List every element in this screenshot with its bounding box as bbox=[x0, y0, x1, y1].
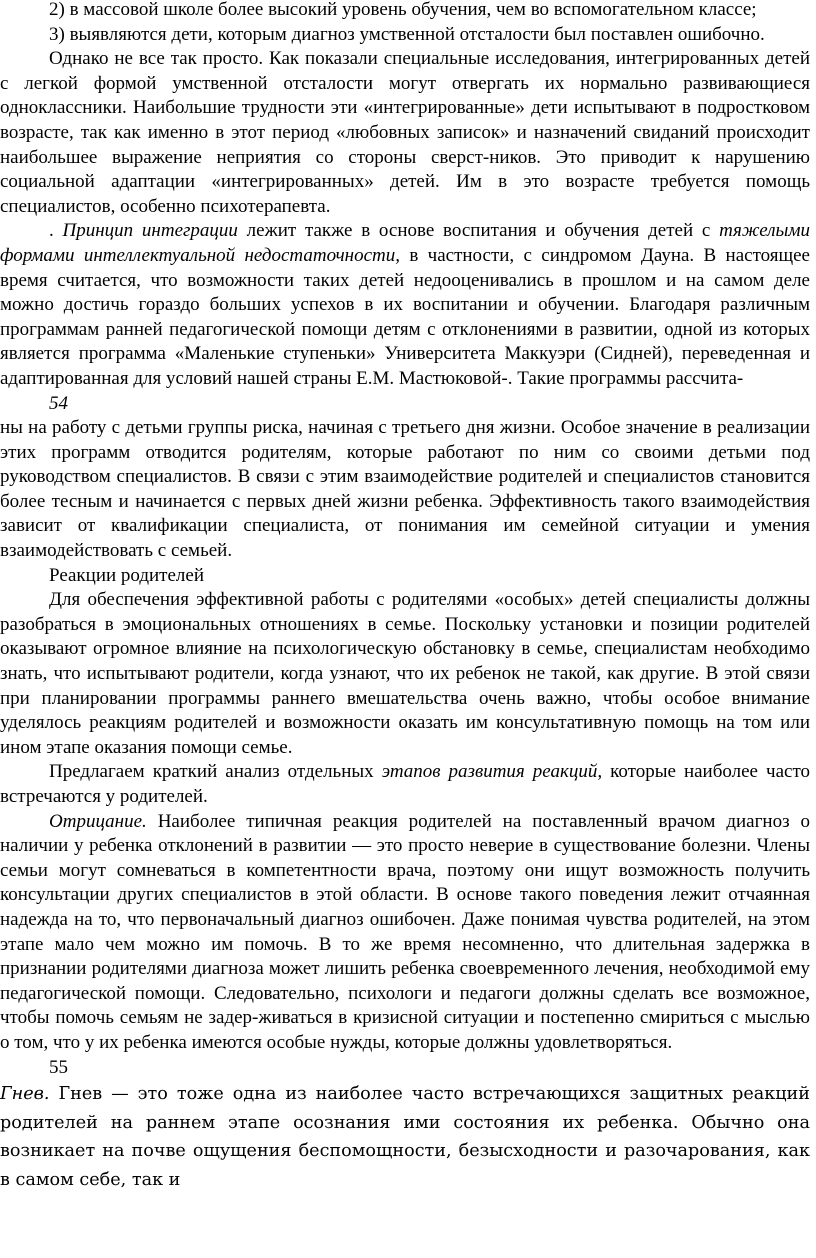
paragraph-p8 bbox=[0, 810, 810, 1056]
text-run: Гнев — это тоже одна из наиболее часто встречающихся защитных реакций родителей на раннем этапе осознания ими состояния их ребенка. Обычно она возникает на почве ощущения беспомощности, безысходности и разочарования, как в самом себе, так и bbox=[0, 1084, 810, 1190]
text-run: ны на работу с детьми группы риска, начиная с третьего дня жизни. Особое значение в реализации этих программ отводится родителям, которые работают по ним со своими детьми под руководством специалистов. В связи с этим взаимодействие родителей и специалистов становится более тесным и начинается с первых дней жизни ребенка. Эффективность такого взаимодействия зависит от квалификации специалиста, от понимания им семейной ситуации и умения взаимодействовать с семьей. bbox=[0, 417, 810, 562]
italic-run: тяжелыми формами интеллектуальной недостаточности, bbox=[0, 220, 811, 266]
paragraph-p2 bbox=[0, 23, 810, 48]
paragraph-p1 bbox=[0, 0, 810, 23]
page-number-55: 55 bbox=[49, 1056, 68, 1078]
paragraph-p3 bbox=[0, 47, 810, 219]
text-run: 3) выявляются дети, которым диагноз умственной отсталости был поставлен ошибочно. bbox=[49, 23, 765, 45]
text-run: Для обеспечения эффективной работы с родителями «особых» детей специалисты должны разобраться в эмоциональных отношениях в семье. Поскольку установки и позиции родителей оказывают огромное влияние на психологическую обстановку в семье, специалистам необходимо знать, что испытывают родители, когда узнают, что их ребенок не такой, как другие. В этой связи при планировании программы раннего вмешательства очень важно, чтобы особое внимание уделялось реакциям родителей и возможности оказать им консультативную помощь на том или ином этапе оказания помощи семье. bbox=[0, 589, 810, 758]
text-run: Наиболее типичная реакция родителей на поставленный врачом диагноз о наличии у ребенка отклонений в развитии — это просто неверие в существование болезни. Члены семьи могут сомневаться в компетентности врача, поэтому они ищут возможность получить консультации других специалистов в этой области. В основе такого поведения лежит отчаянная надежда на то, что первоначальный диагноз ошибочен. Даже понимая чувства родителей, на этом этапе мало чем можно им помочь. В то же время несомненно, что длительная задержка в признании родителями диагноза может лишить ребенка своевременного лечения, необходимой ему педагогической помощи. Следовательно, психологи и педагоги должны сделать все возможное, чтобы помочь семьям не задер-живаться в кризисной ситуации и постепенно смириться с мыслью о том, что у их ребенка имеются особые нужды, которые должны удовлетворяться. bbox=[0, 810, 810, 1053]
text-run: в частности, с синдромом Дауна. В настоящее время считается, что возможности таких детей недооценивались в прошлом и на самом деле можно достичь гораздо больших успехов в их воспитании и обучении. Благодаря различным программам ранней педагогической помощи детям с отклонениями в развитии, одной из которых является программа «Маленькие ступеньки» Университета Маккуэри (Сидней), переведенная и адаптированная для условий нашей страны Е.М. Мастюковой-. Такие программы рассчита- bbox=[0, 244, 810, 389]
text-run: . bbox=[49, 220, 63, 242]
text-run: Однако не все так просто. Как показали специальные исследования, интегрированных детей с легкой формой умственной отсталости могут отвергать их нормально развивающиеся одноклассники. Наибольшие трудности эти «интегрированные» дети испытывают в подростковом возрасте, так как именно в этот период «любовных записок» и назначений свиданий происходит наибольшее выражение неприятия со стороны сверст-ников. Это приводит к нарушению социальной адаптации «интегрированных» детей. Им в это возрасте требуется помощь специалистов, особенно психотерапевта. bbox=[0, 48, 810, 217]
page-number-54: 54 bbox=[49, 392, 68, 414]
text-flow-3 bbox=[0, 588, 810, 1055]
italic-run: Гнев. bbox=[0, 1084, 50, 1105]
paragraph-p5 bbox=[0, 416, 810, 564]
text-flow-2 bbox=[0, 416, 810, 564]
paragraph-p4 bbox=[0, 219, 810, 391]
tail-paragraph bbox=[0, 1080, 810, 1194]
text-run: которые наиболее часто встречаются у родителей. bbox=[0, 761, 810, 807]
text-run: 2) в массовой школе более высокий уровень обучения, чем во вспомогательном классе; bbox=[49, 0, 757, 20]
paragraph-p6 bbox=[0, 588, 810, 760]
italic-run: Отрицание. bbox=[49, 810, 147, 832]
text-run: лежит также в основе воспитания и обучения детей с bbox=[237, 220, 720, 242]
section-heading: Реакции родителей bbox=[49, 564, 205, 586]
text-flow-1 bbox=[0, 0, 810, 392]
paragraph-p7 bbox=[0, 760, 810, 809]
italic-run: Принцип интеграции bbox=[62, 220, 238, 242]
italic-run: этапов развития реакций, bbox=[381, 761, 603, 783]
text-run: Предлагаем краткий анализ отдельных bbox=[49, 761, 382, 783]
